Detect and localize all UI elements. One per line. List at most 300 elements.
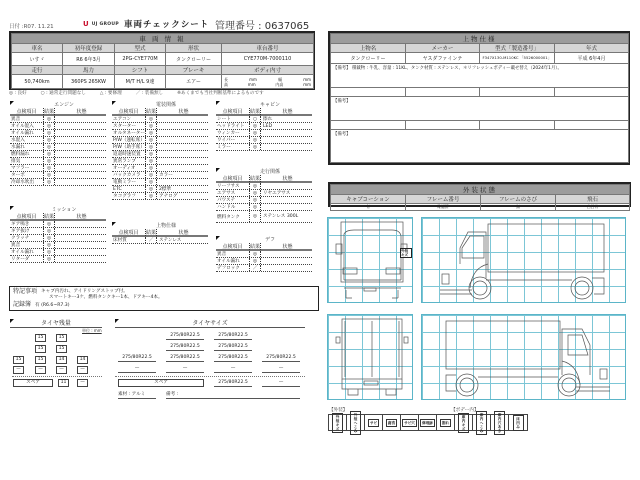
check-result: ◎ xyxy=(145,116,157,122)
value-shift: M/T H/L 9速 xyxy=(115,75,166,89)
check-item: スターター xyxy=(113,124,136,129)
col-result: 結果 xyxy=(250,175,261,182)
header-shift: シフト xyxy=(115,66,166,75)
check-item: オイル漏れ xyxy=(11,131,34,136)
upper-remark-1: 【備考】 積載物 : 牛乳、容量 : 11KL、タンク材質 : ステンレス、＊リフレッシュボディー載せ替え（2024年1月）。 xyxy=(331,64,629,88)
check-row xyxy=(10,221,106,228)
tire-size-rear2-3: — xyxy=(214,365,252,373)
check-status: カラー xyxy=(159,172,173,178)
check-result: ／ xyxy=(249,265,261,271)
check-row xyxy=(216,183,312,190)
truck-left-side-icon xyxy=(422,218,627,304)
check-result: ◎ xyxy=(145,186,157,192)
check-result: ○ xyxy=(249,116,261,122)
section-cabin xyxy=(216,101,312,151)
section-flag-icon xyxy=(10,101,14,105)
check-row xyxy=(216,204,312,211)
section-title: 電装関係 xyxy=(155,102,176,108)
tire-depth-header xyxy=(10,318,102,328)
upper-remark-2: 【備考】 xyxy=(331,97,629,121)
key-repair-mark: 修理跡 xyxy=(419,415,437,430)
check-result: ◎ xyxy=(249,251,261,257)
check-result: ◎ xyxy=(145,151,157,157)
check-item: デフロック xyxy=(217,266,240,271)
special-notes-line-1: キャブ内汚れ、アイドリングストップ付。 xyxy=(41,289,128,294)
check-item: オイル漏れ xyxy=(11,250,34,255)
check-result: ◎ xyxy=(249,197,261,203)
section-mission xyxy=(10,206,106,263)
col-result: 結果 xyxy=(250,108,261,115)
date-label: 日付 :R07. 11.21 xyxy=(9,24,54,30)
col-status: 状態 xyxy=(282,243,293,250)
section-flag-icon xyxy=(216,101,220,105)
check-result: ◎ xyxy=(249,211,261,222)
header-frame-number: フレーム番号 xyxy=(406,195,481,204)
key-corrosion: 腐食 xyxy=(383,415,401,430)
col-item: 点検項目 xyxy=(222,243,243,250)
check-row xyxy=(112,172,208,179)
header-mileage: 走行 xyxy=(12,66,63,75)
check-row xyxy=(10,116,106,123)
section-electrical xyxy=(112,101,208,200)
check-result: ◎ xyxy=(43,256,55,262)
check-item: 水漏れ xyxy=(11,145,25,150)
check-row xyxy=(10,144,106,151)
tire-depth-spare-2: — xyxy=(77,379,88,387)
check-row xyxy=(112,237,208,244)
section-column-header xyxy=(216,175,312,183)
check-item: リーフサス xyxy=(217,184,240,189)
check-item: パワステ xyxy=(217,198,236,203)
check-row xyxy=(216,211,312,223)
header-body-dims: ボディ内寸 xyxy=(222,66,314,75)
check-row xyxy=(112,123,208,130)
divider xyxy=(12,376,102,377)
tire-size-rear-3: 275/80R22.5 xyxy=(214,354,252,362)
col-item: 点検項目 xyxy=(16,108,37,115)
dim-height: 高 xyxy=(224,81,228,87)
tire-size-rear2-1: — xyxy=(118,365,156,373)
value-year: 平成 6年4月 xyxy=(555,53,629,64)
check-result: ◎ xyxy=(145,172,157,178)
tire-size-rear-1: 275/80R22.5 xyxy=(118,354,156,362)
tire-size-title: タイヤサイズ xyxy=(192,320,228,327)
check-item: 冷却水吹出 xyxy=(11,180,34,185)
brand-group-label: UJ GROUP xyxy=(91,21,119,27)
brand-logo xyxy=(83,20,119,28)
check-item: 排気 xyxy=(11,159,21,164)
check-item: リターダ xyxy=(11,257,30,262)
tire-size-front-left: 275/80R22.5 xyxy=(166,332,204,340)
exterior-table xyxy=(330,184,630,211)
check-result: ◎ xyxy=(43,172,55,178)
col-status: 状態 xyxy=(282,108,293,115)
value-cab-caution: 有 xyxy=(331,204,406,211)
check-result: ◎ xyxy=(43,137,55,143)
exterior-keys-label: 【外装】 xyxy=(329,408,348,413)
check-item: クラッチ xyxy=(11,236,30,241)
section-column-header xyxy=(216,243,312,251)
diagram-front-view[interactable] xyxy=(327,217,413,303)
check-result: ◎ xyxy=(145,123,157,129)
section-diff xyxy=(216,236,312,272)
check-row xyxy=(10,158,106,165)
section-flag-icon xyxy=(112,101,116,105)
check-result: ◎ xyxy=(43,116,55,122)
col-result: 結果 xyxy=(146,108,157,115)
check-row xyxy=(216,190,312,197)
col-item: 点検項目 xyxy=(118,108,139,115)
key-body-scratch: 庫内キズ xyxy=(455,415,473,430)
legend-note: ※あくまでも当社判断基準によるものです xyxy=(177,91,264,96)
check-result: ／ xyxy=(145,237,157,243)
check-result: ◎ xyxy=(145,165,157,171)
value-brake: エアー xyxy=(166,75,222,89)
check-row xyxy=(112,151,208,158)
vehicle-info-title: 車 両 情 報 xyxy=(12,34,314,44)
check-status: リヤエアサス xyxy=(263,190,291,196)
check-result: ◎ xyxy=(43,123,55,129)
tire-depth-second-right: 15 xyxy=(56,345,67,353)
header-stone-chips: 飛石 xyxy=(556,195,630,204)
check-row xyxy=(10,151,106,158)
dim-length: 長 xyxy=(224,76,228,82)
col-result: 結果 xyxy=(146,229,157,236)
check-item: 水混入 xyxy=(11,138,25,143)
check-row xyxy=(10,130,106,137)
check-result: ◎ xyxy=(249,130,261,136)
check-result: ◎ xyxy=(145,158,157,164)
check-item: マフラー xyxy=(11,166,30,171)
check-item: ETC xyxy=(113,186,122,192)
header-maker: メーカー xyxy=(406,44,480,53)
section-title: エンジン xyxy=(54,102,74,108)
col-item: 点検項目 xyxy=(222,108,243,115)
section-flag-icon xyxy=(10,206,14,210)
header-horsepower: 馬力 xyxy=(63,66,115,75)
tire-size-header xyxy=(115,318,305,328)
truck-right-side-icon xyxy=(422,315,627,401)
value-chassis: CYE770M-7000110 xyxy=(222,53,314,66)
value-first-reg: R6 6年3月 xyxy=(63,53,115,66)
check-result: ◎ xyxy=(43,165,55,171)
tire-size-rear-2: 275/80R22.5 xyxy=(166,354,204,362)
tire-size-rear2-4: — xyxy=(262,365,300,373)
truck-front-icon xyxy=(328,218,414,304)
check-item: オルタネーター xyxy=(113,131,145,136)
upper-spec-title: 上物仕様 xyxy=(331,34,629,44)
special-notes-line-2: スマートキー3ケ、燃料タンクキー1本、ドアキー4本。 xyxy=(49,295,163,300)
check-item: ヘッドライト xyxy=(217,124,245,129)
key-rust-hole: サビ穴 xyxy=(401,415,419,430)
tire-depth-rear2-2: — xyxy=(35,366,46,374)
tire-depth-second-left: 15 xyxy=(35,345,46,353)
check-result: ◎ xyxy=(145,193,157,199)
check-row xyxy=(112,144,208,151)
tire-material: 素材 : アルミ xyxy=(118,391,156,399)
tire-depth-rear2-3: — xyxy=(56,366,67,374)
check-row xyxy=(10,235,106,242)
check-item: P/W（運転席） xyxy=(113,138,145,143)
check-item: エアサス xyxy=(217,191,236,196)
check-row xyxy=(216,144,312,151)
col-status: 状態 xyxy=(76,213,87,220)
tire-depth-rear-2: 15 xyxy=(35,356,46,364)
tire-depth-rear2-1: — xyxy=(13,366,24,374)
check-row xyxy=(112,130,208,137)
check-result: ◎ xyxy=(249,258,261,264)
check-result: ◎ xyxy=(43,228,55,234)
check-result: ◎ xyxy=(43,221,55,227)
header-car-name: 車名 xyxy=(12,44,63,53)
check-item: 異音 xyxy=(217,252,227,257)
upper-remark-3: 【備考】 xyxy=(331,130,629,163)
tire-depth-rear-3: 14 xyxy=(56,356,67,364)
check-result: ◎ xyxy=(43,235,55,241)
check-item: 燃料タンク xyxy=(217,214,240,220)
section-flag-icon xyxy=(216,168,220,172)
check-result: ◎ xyxy=(145,179,157,185)
section-title: キャビン xyxy=(259,102,280,108)
vehicle-info-box xyxy=(9,31,315,90)
check-row xyxy=(112,193,208,200)
col-item: 点検項目 xyxy=(118,229,139,236)
check-item: オイル混入 xyxy=(11,124,34,129)
check-result: ◎ xyxy=(43,144,55,150)
check-item: 異音 xyxy=(11,117,21,122)
value-maker: ヤスダファインテ xyxy=(406,53,480,64)
check-result: ◎ xyxy=(43,249,55,255)
check-status: 擦れ xyxy=(263,116,273,122)
check-item: ワイパー xyxy=(217,138,236,143)
header-upper-name: 上物名 xyxy=(331,44,406,53)
check-item: ミラー xyxy=(217,145,231,150)
diagram-right-side[interactable] xyxy=(421,314,626,400)
damage-keys-legend xyxy=(328,414,528,431)
check-row xyxy=(10,165,106,172)
check-row xyxy=(10,256,106,263)
header-serial: 型式「製造番号」 xyxy=(480,44,555,53)
col-result: 結果 xyxy=(44,213,55,220)
header-model: 型式 xyxy=(115,44,166,53)
check-row xyxy=(112,179,208,186)
section-column-header xyxy=(112,108,208,116)
check-item: P/W（助手席） xyxy=(113,145,145,150)
tire-size-second-right: 275/80R22.5 xyxy=(214,343,252,351)
check-item: ターボ xyxy=(11,173,25,178)
tire-size-spare-1: 275/80R22.5 xyxy=(214,379,252,387)
check-status: LED xyxy=(263,123,272,129)
legend-ok: ○ : 通常走行問題なし xyxy=(40,91,86,96)
section-column-header xyxy=(10,213,106,221)
check-result: ◎ xyxy=(43,179,55,185)
tire-depth-rear2-4: — xyxy=(77,366,88,374)
tire-depth-rear-1: 15 xyxy=(13,356,24,364)
check-result: ◎ xyxy=(249,204,261,210)
diagram-left-side[interactable] xyxy=(421,217,626,303)
key-exterior-dent: 外装へこみ xyxy=(347,415,365,430)
check-row xyxy=(216,137,312,144)
check-item: エアコン xyxy=(113,117,132,122)
tire-size-second-left: 275/80R22.5 xyxy=(166,343,204,351)
check-item: オーディオ xyxy=(113,166,136,171)
section-title: 上物仕様 xyxy=(155,223,176,229)
header-brake: ブレーキ xyxy=(166,66,222,75)
value-mileage: 50,740km xyxy=(12,75,63,89)
check-row xyxy=(216,265,312,272)
special-notes-box xyxy=(9,286,319,311)
header-first-reg: 初年度登録 xyxy=(63,44,115,53)
check-result: ◎ xyxy=(43,130,55,136)
key-floor-dent: 床凹み xyxy=(509,415,527,430)
management-number: 管理番号 : 0637065 xyxy=(215,21,310,32)
check-row xyxy=(216,197,312,204)
check-item: ウィンカー xyxy=(217,131,240,136)
check-item: 異常ランプ xyxy=(113,159,136,164)
check-item: タコグラフ xyxy=(113,194,136,199)
truck-rear-icon xyxy=(328,315,414,401)
check-item: 燃料漏れ xyxy=(11,152,30,157)
check-result: ◎ xyxy=(249,190,261,196)
tire-depth-spare-1: 11 xyxy=(58,379,69,387)
tire-depth-title: タイヤ残量 xyxy=(41,320,71,327)
check-result: ◎ xyxy=(43,158,55,164)
col-result: 結果 xyxy=(250,243,261,250)
upper-spec-table xyxy=(330,33,629,163)
col-status: 状態 xyxy=(178,108,189,115)
check-item: ギア抜け xyxy=(11,229,30,234)
check-item: バックカメラ xyxy=(113,173,141,178)
dim-inner-height: 内高 xyxy=(275,81,284,87)
check-result: ◎ xyxy=(145,144,157,150)
check-result: ◎ xyxy=(145,137,157,143)
vehicle-info-table xyxy=(11,33,314,89)
col-item: 点検項目 xyxy=(16,213,37,220)
check-row xyxy=(216,251,312,258)
check-item: ハンドル xyxy=(217,205,236,210)
tire-depth-unit: 単位 : mm xyxy=(82,328,102,333)
col-status: 状態 xyxy=(76,108,87,115)
check-result: ◎ xyxy=(249,144,261,150)
value-stone-chips: 凸凹有 xyxy=(556,204,630,211)
tire-depth-front-right: 15 xyxy=(56,334,67,342)
tire-depth-spare-label: スペア xyxy=(13,379,53,387)
check-row xyxy=(216,130,312,137)
check-result: ◎ xyxy=(249,137,261,143)
section-column-header xyxy=(10,108,106,116)
legend-repair: △ : 要修理 xyxy=(99,91,122,96)
value-frame-number: 確認済 xyxy=(406,204,481,211)
tire-remark: 備考 : xyxy=(166,391,300,399)
check-item: オイル漏れ xyxy=(217,259,240,264)
check-result: ◎ xyxy=(43,151,55,157)
check-item: 異音 xyxy=(11,243,21,248)
col-status: 状態 xyxy=(178,229,189,236)
value-upper-name: タンクローリー xyxy=(331,53,406,64)
damage-tag-scratch: 外装 キズ xyxy=(400,248,412,258)
check-item: 床材質 xyxy=(113,238,127,243)
check-row xyxy=(10,123,106,130)
legend-good: ◎ : 良好 xyxy=(9,91,27,96)
key-crack: 割れ xyxy=(437,415,455,430)
tire-size-front-right: 275/80R22.5 xyxy=(214,332,252,340)
special-notes-label: 特記事項 xyxy=(13,288,38,295)
value-serial: F347X130-M110KC 「5526000001」 xyxy=(480,53,555,64)
tire-size-spare-2: — xyxy=(262,379,300,387)
upper-spec-box xyxy=(328,31,630,165)
check-status: 2標準 xyxy=(159,186,172,192)
section-body-equipment xyxy=(112,222,208,244)
header-chassis: 車台番号 xyxy=(222,44,314,53)
check-row xyxy=(112,165,208,172)
exterior-box xyxy=(328,182,631,207)
diagram-rear-view[interactable] xyxy=(327,314,413,400)
check-status: ステンレス 300L xyxy=(263,214,299,219)
check-row xyxy=(112,158,208,165)
check-row xyxy=(10,242,106,249)
record-book-value: 有 (R6.6~R7.3) xyxy=(35,303,70,308)
check-result: ◎ xyxy=(43,242,55,248)
value-shape: タンクローリー xyxy=(166,53,222,66)
tire-depth-front-left: 15 xyxy=(35,334,46,342)
header-shape: 形状 xyxy=(166,44,222,53)
check-row xyxy=(112,186,208,193)
check-row xyxy=(10,172,106,179)
key-exterior-scratch: 外装キズ xyxy=(329,415,347,430)
col-item: 点検項目 xyxy=(222,175,243,182)
rating-legend xyxy=(9,90,264,96)
header-cab-caution: キャブコーション xyxy=(331,195,406,204)
check-status: ステンレス xyxy=(159,237,182,243)
section-running xyxy=(216,168,312,223)
check-row xyxy=(216,258,312,265)
divider xyxy=(115,376,305,377)
tire-depth-rear-4: 14 xyxy=(77,356,88,364)
check-row xyxy=(112,116,208,123)
check-item: 返還時速装置 xyxy=(113,152,141,157)
section-flag-icon xyxy=(216,236,220,240)
tire-size-rear2-2: — xyxy=(166,365,204,373)
check-row xyxy=(10,228,106,235)
check-item: シート xyxy=(217,117,231,122)
dim-width: 幅 xyxy=(278,76,283,82)
check-result: ◎ xyxy=(249,183,261,189)
value-frame-rust: 無 xyxy=(481,204,556,211)
key-body-dent: 庫内へこみ xyxy=(473,415,491,430)
exterior-title: 外装状態 xyxy=(331,185,630,195)
check-row xyxy=(10,179,106,186)
header-year: 年式 xyxy=(555,44,629,53)
check-result: ◎ xyxy=(249,123,261,129)
check-row xyxy=(10,137,106,144)
section-title: 走行関係 xyxy=(259,169,280,175)
tire-size-rear-4: 275/80R22.5 xyxy=(262,354,300,362)
check-item: ギア鳴き xyxy=(11,222,30,227)
check-row xyxy=(112,137,208,144)
section-engine xyxy=(10,101,106,186)
key-rust: サビ xyxy=(365,415,383,430)
header-frame-rust: フレームのさび xyxy=(481,195,556,204)
key-body-hole: 庫内穴あき xyxy=(491,415,509,430)
page-title: 車両チェックシート xyxy=(124,20,210,30)
section-title: デフ xyxy=(264,237,275,243)
check-item: 電動ミラー xyxy=(113,180,136,185)
check-result: ◎ xyxy=(145,130,157,136)
tire-size-spare-label: スペア xyxy=(118,379,204,387)
check-row xyxy=(216,116,312,123)
check-row xyxy=(10,249,106,256)
section-column-header xyxy=(216,108,312,116)
